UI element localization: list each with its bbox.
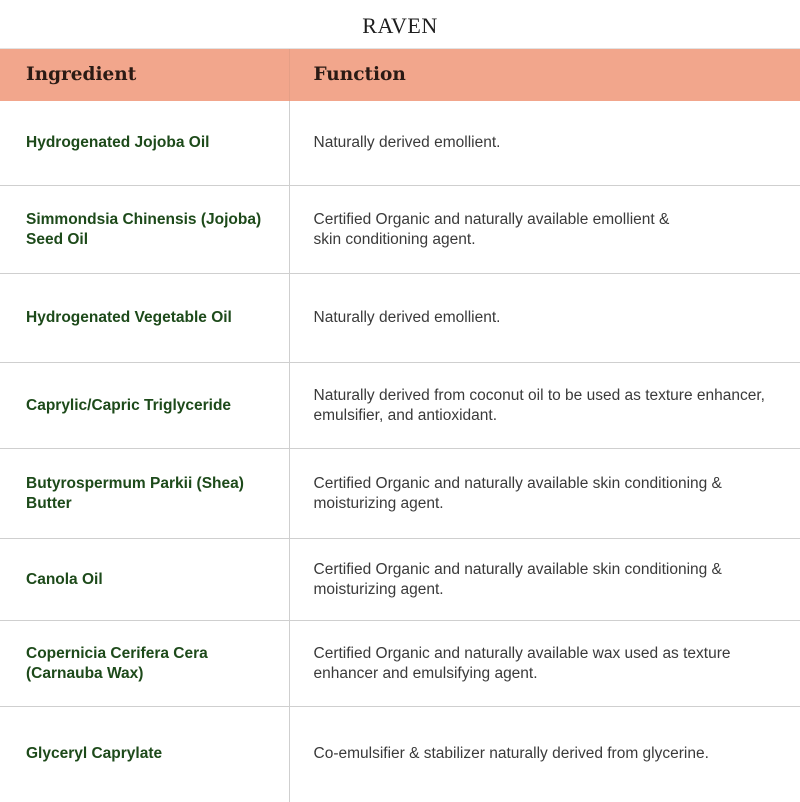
function-description-line: Certified Organic and naturally available skin conditioning &	[313, 474, 722, 492]
table-row	[0, 707, 800, 802]
function-description-line: Naturally derived emollient.	[313, 133, 501, 151]
ingredient-name-line: Seed Oil	[26, 230, 89, 248]
table-row	[0, 363, 800, 449]
ingredient-cell	[0, 707, 289, 802]
function-cell	[289, 707, 800, 802]
table-row	[0, 621, 800, 707]
function-cell	[289, 363, 800, 449]
ingredient-name-line: Hydrogenated Jojoba Oil	[26, 133, 210, 151]
ingredient-name-line: Butter	[26, 494, 72, 512]
function-cell	[289, 621, 800, 707]
table-row	[0, 539, 800, 621]
function-description-line: Certified Organic and naturally available skin conditioning &	[313, 560, 722, 578]
function-cell	[289, 274, 800, 363]
function-cell	[289, 186, 800, 274]
ingredient-name-line: Copernicia Cerifera Cera	[26, 644, 208, 662]
ingredient-name-line: (Carnauba Wax)	[26, 664, 144, 682]
function-description-line: Naturally derived from coconut oil to be used as texture enhancer,	[313, 386, 765, 404]
ingredient-cell	[0, 101, 289, 186]
function-description-line: emulsifier, and antioxidant.	[313, 406, 498, 424]
function-cell	[289, 449, 800, 539]
table-row	[0, 186, 800, 274]
table-header-row	[0, 49, 800, 101]
function-description-line: Co-emulsifier & stabilizer naturally derived from glycerine.	[313, 745, 709, 763]
ingredient-cell	[0, 363, 289, 449]
function-description-line: skin conditioning agent.	[313, 230, 476, 248]
ingredient-name-line: Caprylic/Capric Triglyceride	[26, 396, 232, 414]
table-row	[0, 274, 800, 363]
function-cell	[289, 101, 800, 186]
ingredient-table	[0, 48, 800, 802]
column-header-ingredient: Ingredient	[0, 49, 289, 101]
ingredient-cell	[0, 274, 289, 363]
ingredient-name-line: Canola Oil	[26, 570, 103, 588]
ingredient-cell	[0, 621, 289, 707]
table-row	[0, 449, 800, 539]
function-description-line: Naturally derived emollient.	[313, 309, 501, 326]
ingredient-name-line: Butyrospermum Parkii (Shea)	[26, 474, 244, 492]
ingredient-name-line: Hydrogenated Vegetable Oil	[26, 309, 232, 326]
function-description-line: moisturizing agent.	[313, 580, 444, 598]
page-title: RAVEN	[362, 13, 438, 38]
ingredient-cell	[0, 449, 289, 539]
column-header-function: Function	[289, 49, 800, 101]
ingredient-cell	[0, 539, 289, 621]
function-cell	[289, 539, 800, 621]
ingredient-cell	[0, 186, 289, 274]
function-description-line: enhancer and emulsifying agent.	[313, 664, 538, 682]
function-description-line: Certified Organic and naturally available emollient &	[313, 210, 670, 228]
ingredient-name-line: Glyceryl Caprylate	[26, 745, 163, 763]
function-description-line: Certified Organic and naturally available wax used as texture	[313, 644, 731, 662]
table-row	[0, 101, 800, 186]
ingredient-name-line: Simmondsia Chinensis (Jojoba)	[26, 210, 262, 228]
table-body	[0, 101, 800, 802]
function-description-line: moisturizing agent.	[313, 494, 444, 512]
